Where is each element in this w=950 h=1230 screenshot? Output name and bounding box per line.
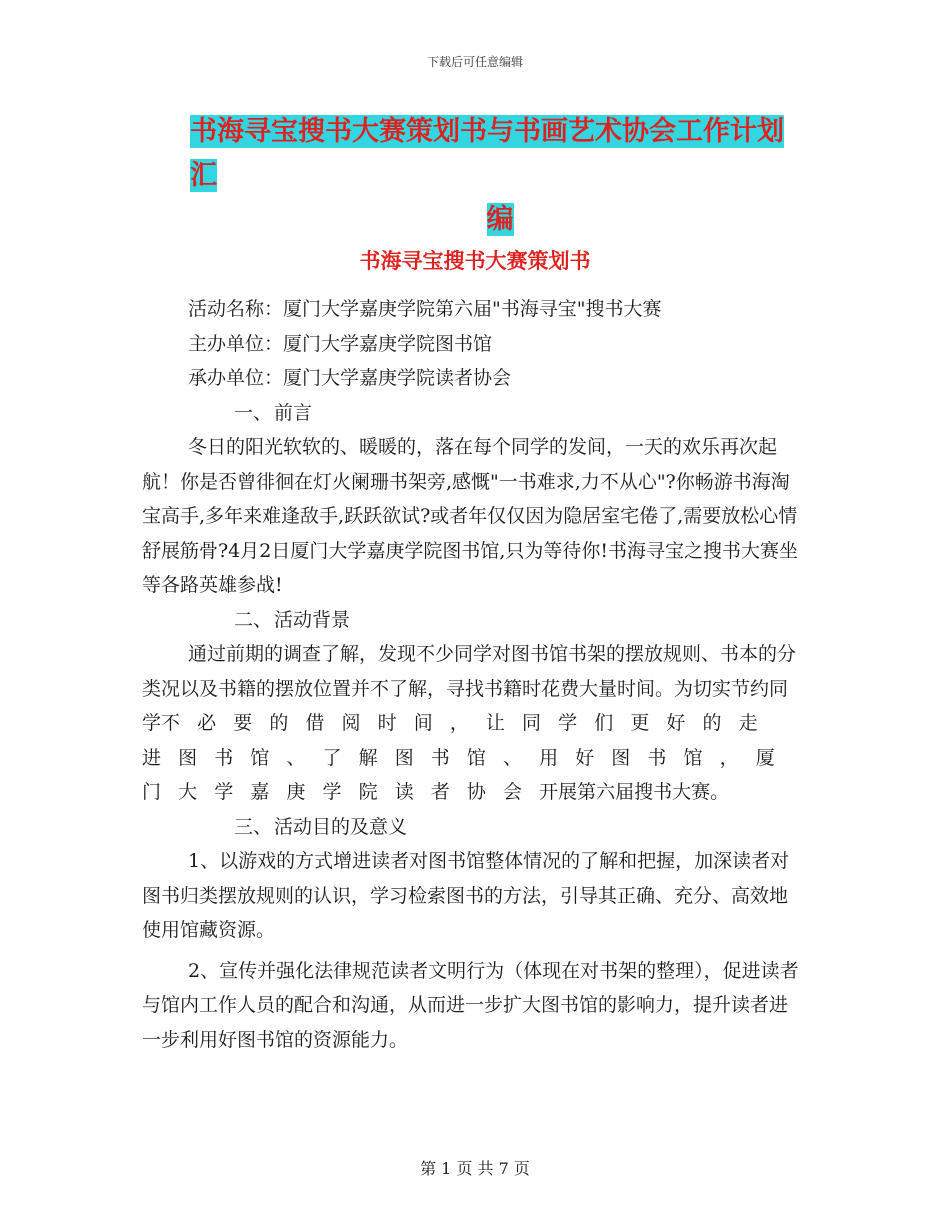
background-text-c: 开展第六届搜书大赛。 xyxy=(539,781,730,803)
heading-preface xyxy=(142,396,804,431)
activity-name-line: 活动名称：厦门大学嘉庚学院第六届"书海寻宝"搜书大赛 xyxy=(188,298,662,320)
document-title-line2: 编 xyxy=(486,204,514,235)
background-paragraph xyxy=(142,637,804,810)
header-note: 下载后可任意编辑 xyxy=(426,55,523,69)
document-title-line1: 书海寻宝搜书大赛策划书与书画艺术协会工作计划汇 xyxy=(190,116,784,191)
heading-number: 二、 xyxy=(234,608,273,631)
heading-text: 活动目的及意义 xyxy=(274,815,408,838)
organizer-line: 主办单位：厦门大学嘉庚学院图书馆 xyxy=(188,332,493,355)
page-footer: 第 1 页 共 7 页 xyxy=(420,1159,530,1178)
heading-purpose xyxy=(142,810,804,845)
heading-background xyxy=(142,603,804,638)
heading-number: 一、 xyxy=(234,401,273,424)
heading-number: 三、 xyxy=(234,815,273,838)
preface-paragraph: 冬日的阳光软软的、暖暖的，落在每个同学的发间，一天的欢乐再次起航！你是否曾徘徊在灯火阑珊书架旁,感慨"一书难求,力不从心"?你畅游书海淘宝高手,多年来难逢敌手,跃跃欲试?或者年仅仅因为隐居室宅倦了,需要放松心情舒展筋骨?4月2日厦门大学嘉庚学院图书馆,只为等待你!书海寻宝之搜书大赛坐等各路英雄参战! xyxy=(142,436,799,596)
purpose-item-2: 2、宣传并强化法律规范读者文明行为（体现在对书架的整理），促进读者与馆内工作人员的配合和沟通，从而进一步扩大图书馆的影响力，提升读者进一步利用好图书馆的资源能力。 xyxy=(142,959,799,1051)
heading-text: 前言 xyxy=(274,401,313,424)
purpose-item-1: 1、以游戏的方式增进读者对图书馆整体情况的了解和把握，加深读者对图书归类摆放规则的认识，学习检索图书的方法，引导其正确、充分、高效地使用馆藏资源。 xyxy=(142,850,790,941)
co-organizer-line: 承办单位：厦门大学嘉庚学院读者协会 xyxy=(188,367,512,389)
background-text-b: 不必要的借阅时间，让同学们更好的走进图书馆、了解图书馆、用好图书馆，厦门大学嘉庚学院读者协会 xyxy=(142,712,792,803)
document-body xyxy=(142,292,804,1057)
document-title xyxy=(190,110,810,242)
heading-text: 活动背景 xyxy=(274,608,351,631)
section-title: 书海寻宝搜书大赛策划书 xyxy=(359,249,591,273)
background-text-a: 通过前期的调查了解，发现不少同学对图书馆书架的摆放规则、书本的分类况以及书籍的摆放位置并不了解，寻找书籍时花费大量时间。为切实节约同学 xyxy=(142,643,797,734)
